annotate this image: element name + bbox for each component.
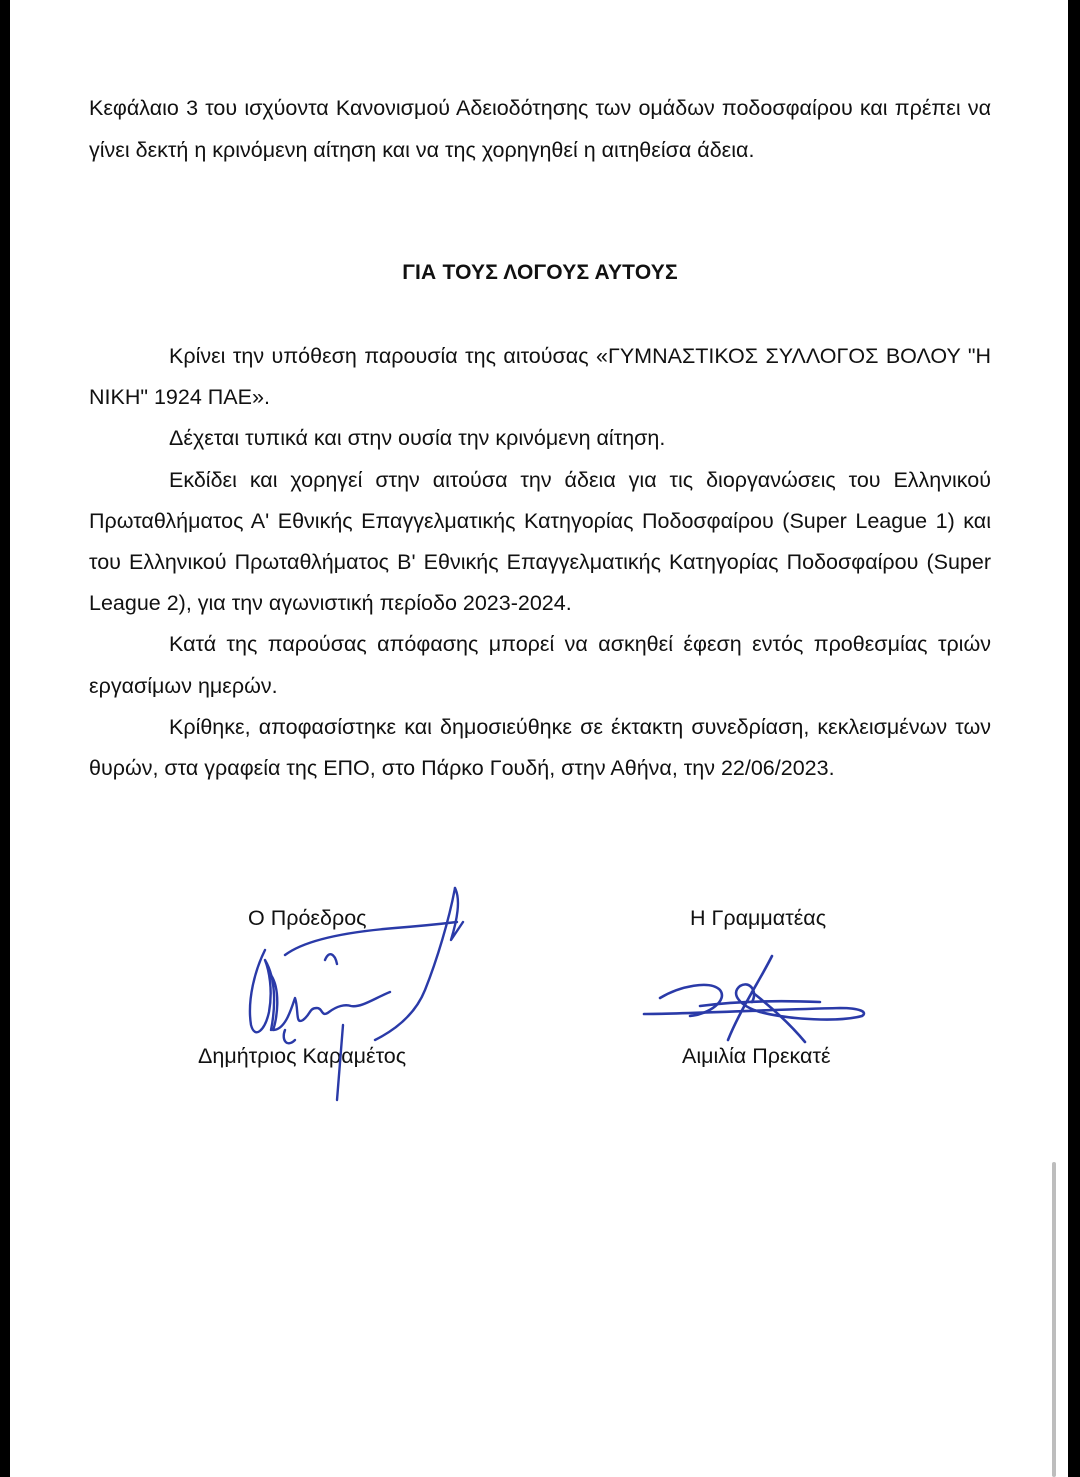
- decision-paragraph-2: Δέχεται τυπικά και στην ουσία την κρινόμενη αίτηση.: [169, 426, 666, 451]
- document-page: [89, 88, 991, 171]
- vertical-scrollbar[interactable]: [1052, 1162, 1056, 1477]
- right-frame-border: [1068, 0, 1080, 1477]
- decision-paragraph-1: Κρίνει την υπόθεση παρουσία της αιτούσας «ΓΥΜΝΑΣΤΙΚΟΣ ΣΥΛΛΟΓΟΣ ΒΟΛΟΥ "Η ΝΙΚΗ" 1924 ΠΑΕ».: [89, 344, 991, 410]
- secretary-name: Αιμιλία Πρεκατέ: [682, 1044, 831, 1068]
- secretary-signature-icon: [640, 950, 875, 1050]
- decision-paragraph-4: Κατά της παρούσας απόφασης μπορεί να ασκηθεί έφεση εντός προθεσμίας τριών εργασίμων ημερών.: [89, 632, 991, 698]
- president-title: Ο Πρόεδρος: [248, 906, 367, 930]
- section-heading: ΓΙΑ ΤΟΥΣ ΛΟΓΟΥΣ ΑΥΤΟΥΣ: [402, 261, 678, 284]
- left-frame-border: [0, 0, 10, 1477]
- opening-paragraph: Κεφάλαιο 3 του ισχύοντα Κανονισμού Αδειοδότησης των ομάδων ποδοσφαίρου και πρέπει να γίνει δεκτή η κρινόμενη αίτηση και να της χορηγηθεί η αιτηθείσα άδεια.: [89, 96, 991, 162]
- decision-body: [89, 336, 991, 789]
- decision-paragraph-5: Κρίθηκε, αποφασίστηκε και δημοσιεύθηκε σε έκτακτη συνεδρίαση, κεκλεισμένων των θυρών, στα γραφεία της ΕΠΟ, στο Πάρκο Γουδή, στην Αθήνα, την 22/06/2023.: [89, 714, 991, 781]
- president-signature-icon: [225, 880, 485, 1105]
- secretary-title: Η Γραμματέας: [690, 906, 827, 930]
- president-name: Δημήτριος Καραμέτος: [198, 1044, 407, 1068]
- decision-paragraph-3: Εκδίδει και χορηγεί στην αιτούσα την άδεια για τις διοργανώσεις του Ελληνικού Πρωταθλήματος Α' Εθνικής Επαγγελματικής Κατηγορίας Ποδοσφαίρου (Super League 1) και του Ελληνικού Πρωταθλήματος Β' Εθνικής Επαγγελματικής Κατηγορίας Ποδοσφαίρου (Super League 2), για την αγωνιστική περίοδο 2023-2024.: [89, 467, 991, 616]
